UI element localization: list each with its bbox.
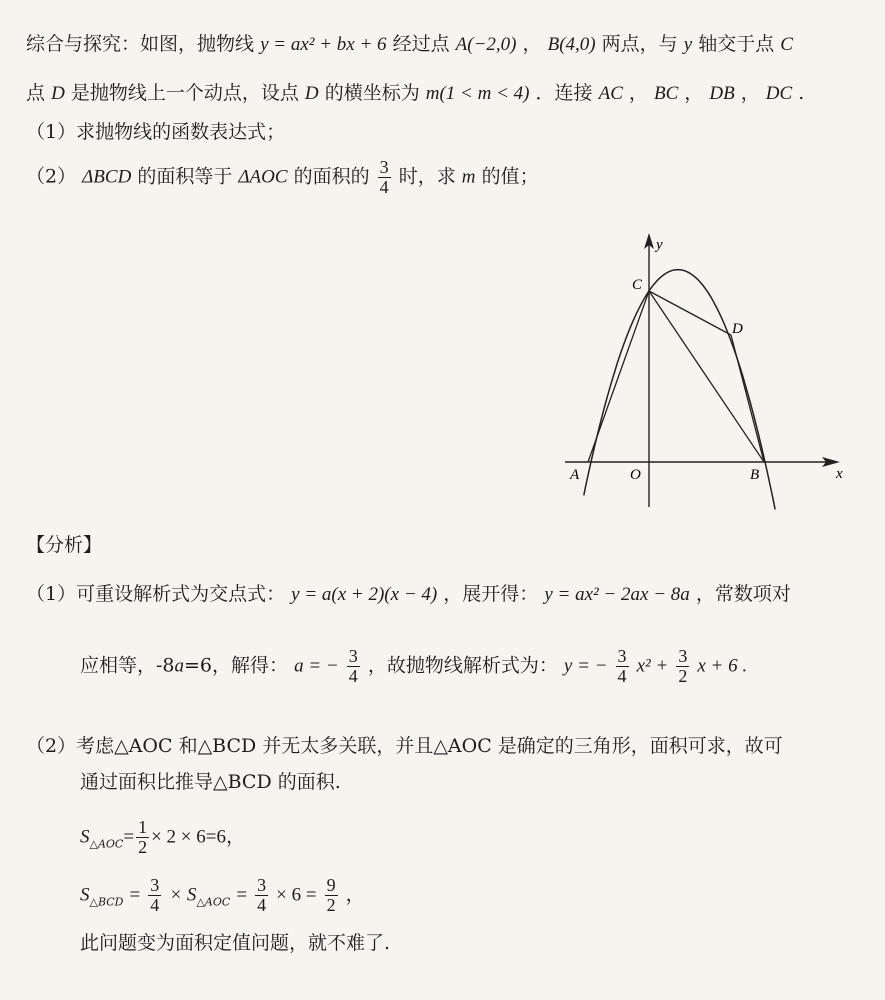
fraction-nine-halves: $\frac{9}{2}$ [326,875,336,915]
y-axis-ref: y [683,34,693,55]
segment-dc: DC [765,83,793,104]
area-aoc-formula [80,818,245,857]
point-a-coord: A(−2,0) [455,34,517,55]
problem-line-2: 点 D 是抛物线上一个动点，设点 D 的横坐标为 m(1 < m < 4) ．连接 AC ， BC ， DB ， DC . [26,82,805,104]
equals-2: = [129,884,141,906]
analysis-1-prefix: （1）可重设解析式为交点式： [26,583,286,605]
point-d-ref: D [51,83,65,104]
label-y: y [656,237,663,253]
s-sub-bcd: △BCD [89,895,124,909]
analysis-1-end: ，常数项对 [695,583,791,605]
fraction-coef-2: $\frac{3}{2}$ [678,646,688,686]
segment-bc-line [649,291,764,462]
equals-3: = [236,884,248,906]
analysis-p2-mid: =6，解得： [184,654,289,677]
s-sub-aoc: △AOC [89,837,124,851]
segment-db-line [731,335,764,462]
fraction-three-quarters: $\frac{3}{4}$ [379,157,389,197]
line2-mid: 是抛物线上一个动点，设点 [70,82,299,104]
question-2 [26,158,539,197]
q2-mid2: 的面积的 [293,165,370,188]
fraction-three-quarters-2: $\frac{3}{4}$ [150,875,160,915]
analysis-2-line-1: （2）考虑△AOC 和△BCD 并无太多关联，并且△AOC 是确定的三角形，面积可求，故可 [26,735,783,757]
fraction-a: $\frac{3}{4}$ [348,646,358,686]
s-sub-aoc-2: △AOC [196,895,231,909]
point-d-ref-2: D [304,83,319,104]
var-a: a [174,655,185,677]
period: . [798,82,805,104]
line2-mid2: 的横坐标为 [324,82,420,104]
parabola-equation: y = ax² + bx + 6 [260,34,387,55]
connect-text: ．连接 [535,82,593,104]
label-b: B [750,467,760,483]
fraction-three-quarters-3: $\frac{3}{4}$ [257,875,267,915]
fraction-half: $\frac{1}{2}$ [138,817,148,857]
comma: ， [522,33,542,55]
a-equals: a = − [294,655,339,677]
point-b-coord: B(4,0) [547,34,596,55]
passes-text: 经过点 [392,33,450,55]
comma-end: ， [345,883,365,906]
var-m: m [461,166,476,188]
segment-bc: BC [653,83,679,104]
parabola-graph [560,225,860,515]
segment-ac-line [588,291,649,462]
analysis-1-mid: ，展开得： [443,583,539,605]
s-symbol: S [80,826,90,848]
label-a: A [570,467,580,483]
expanded-form: y = ax² − 2ax − 8a [544,584,690,605]
question-1: （1）求抛物线的函数表达式； [26,121,286,143]
times-s: × S [169,884,197,906]
m-range: m(1 < m < 4) [425,83,530,104]
label-o: O [630,467,641,483]
intersect-text: 轴交于点 [698,33,775,55]
q2-mid: 的面积等于 [137,165,233,188]
area-bcd-formula [80,876,365,915]
label-x: x [836,466,843,482]
s-symbol-2: S [80,884,90,906]
intro-text: 综合与探究：如图，抛物线 [26,33,255,55]
equals: = [123,826,135,848]
two-points-text: 两点，与 [601,33,678,55]
label-c: C [632,277,643,293]
q2-end2: 的值； [481,165,539,188]
point-c-ref: C [780,34,793,55]
analysis-heading: 【分析】 [26,534,103,556]
segment-ac: AC [598,83,623,104]
line2-start: 点 [26,82,46,104]
conclusion: 此问题变为面积定值问题，就不难了. [80,932,391,954]
q2-prefix: （2） [26,165,77,188]
q2-end: 时，求 [398,165,456,188]
times-six: × 6 = [276,884,317,906]
intercept-form: y = a(x + 2)(x − 4) [291,584,438,605]
analysis-p2-start: 应相等，-8 [80,654,175,677]
result-y: y = − [563,655,608,677]
segment-db: DB [709,83,735,104]
result-x2: x² + [636,655,669,677]
fraction-coef-1: $\frac{3}{4}$ [617,646,627,686]
triangle-aoc: ΔAOC [238,166,288,188]
triangle-bcd: ΔBCD [82,166,132,188]
result-rest: x + 6 . [697,655,748,677]
label-d: D [732,321,743,337]
analysis-1-line-1 [26,585,791,604]
analysis-1-line-2 [80,647,747,686]
problem-line-1 [26,35,793,54]
area-aoc-rest: × 2 × 6=6， [151,826,245,848]
parabola-curve [584,270,775,510]
analysis-2-line-2: 通过面积比推导△BCD 的面积. [80,771,341,793]
analysis-p2-mid2: ，故抛物线解析式为： [367,654,558,677]
